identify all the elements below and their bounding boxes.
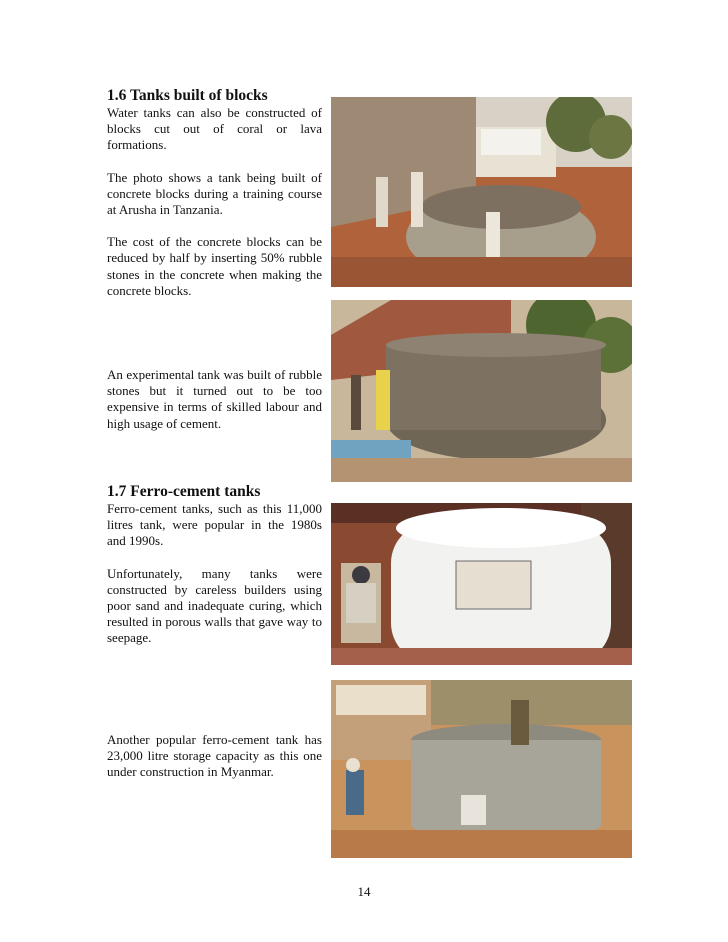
page-number: 14 xyxy=(357,884,371,899)
rubble-tank-photo xyxy=(331,300,632,482)
paragraph: The photo shows a tank being built of concrete blocks during a training course at Arusha in Tanzania. xyxy=(107,169,322,218)
paragraph: Water tanks can also be constructed of blocks cut out of coral or lava formations. xyxy=(107,105,322,153)
paragraph: Another popular ferro-cement tank has 23,000 litre storage capacity as this one under construction in Myanmar. xyxy=(107,732,322,780)
block-tank-photo xyxy=(331,97,632,287)
section-1-7-text xyxy=(107,501,322,663)
section-heading-1-7: 1.7 Ferro-cement tanks xyxy=(107,483,261,500)
paragraph: The cost of the concrete blocks can be reduced by half by inserting 50% rubble stones in the concrete when making the concrete blocks. xyxy=(107,234,322,298)
paragraph: Ferro-cement tanks, such as this 11,000 litres tank, were popular in the 1980s and 1990s. xyxy=(107,501,322,549)
paragraph: An experimental tank was built of rubble stones but it turned out to be too expensive in terms of skilled labour and high usage of cement. xyxy=(107,367,322,431)
myanmar-tank-text xyxy=(107,732,322,797)
section-1-6-text xyxy=(107,105,322,315)
section-heading-1-6: 1.6 Tanks built of blocks xyxy=(107,87,268,104)
ferro-tank-23000-photo xyxy=(331,680,632,858)
rubble-tank-text xyxy=(107,367,322,448)
ferro-tank-11000-photo xyxy=(331,503,632,665)
paragraph: Unfortunately, many tanks were constructed by careless builders using poor sand and inadequate curing, which resulted in porous walls that gave way to seepage. xyxy=(107,565,322,646)
